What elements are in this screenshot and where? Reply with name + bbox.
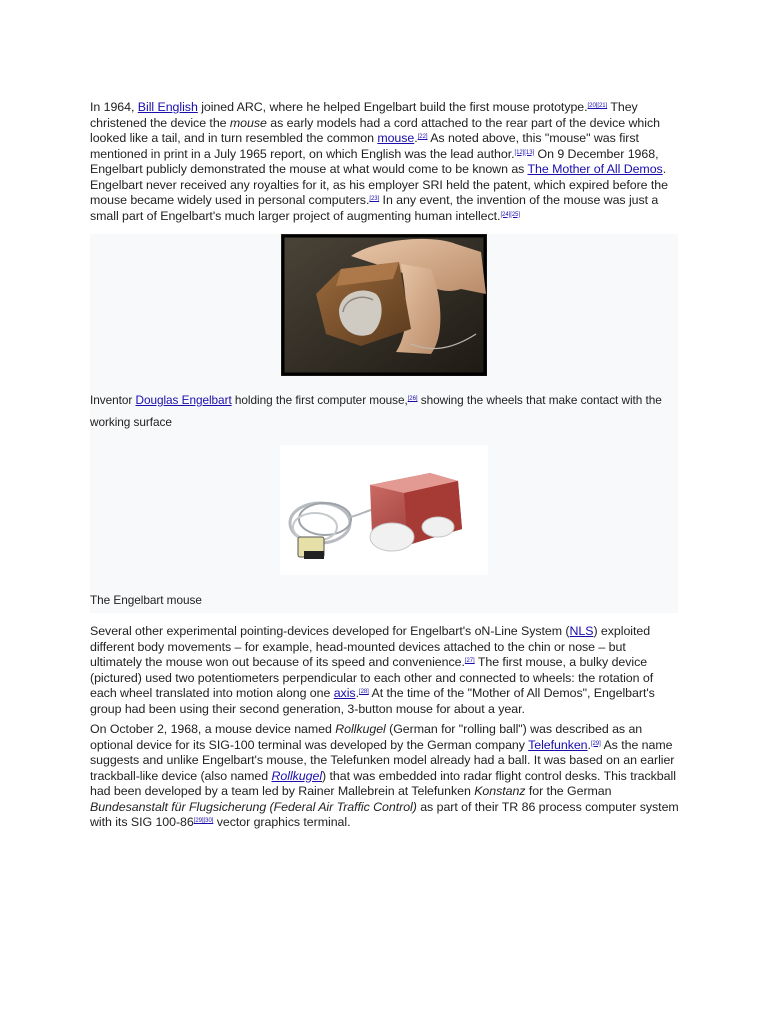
text: as early models had a cord attached to the rear part of the device which looked like a tail, and in turn resembled the common xyxy=(90,115,660,145)
link-nls[interactable]: NLS xyxy=(569,624,594,638)
link-mouse[interactable]: mouse xyxy=(377,131,415,145)
text: . Engelbart never received any royalties for it, as his employer SRI held the patent, which expired before the mouse became widely used in personal computers. xyxy=(90,162,668,207)
text: On 9 December 1968, Engelbart publicly demonstrated the mouse at what would come to be known as xyxy=(90,146,659,176)
citation-ref[interactable]: [23] xyxy=(369,196,380,202)
figure2-caption: The Engelbart mouse xyxy=(90,593,202,607)
text: ) that was embedded into radar flight control desks. This trackball had been developed by a team led by Rainer Mallebrein at Telefunken xyxy=(90,768,676,798)
mouse-italic: mouse xyxy=(229,115,267,130)
text: As the name suggests and unlike Engelbart's mouse, the Telefunken model already had a ball. It was based on an earlier trackball-like device (also named xyxy=(90,737,675,783)
text: Several other experimental pointing-devices developed for Engelbart's oN-Line System ( xyxy=(90,624,570,638)
citation-ref[interactable]: [20][21] xyxy=(587,103,608,109)
paragraph-rollkugel: On October 2, 1968, a mouse device named Rollkugel (German for "rolling ball") was described as an optional device for its SIG-100 terminal was developed by the German company Telefunken.[29] As the name suggests and unlike Engelbart's mouse, the Telefunken model already had a ball. It was based on an earlier trackball-like device (also named Rollkugel) that was embedded into radar flight control desks. This trackball had been developed by a team led by Rainer Mallebrein at Telefunken Konstanz for the German Bundesanstalt für Flugsicherung (Federal Air Traffic Control) as part of their TR 86 process computer system with its SIG 100-86[29][30] vector graphics terminal. xyxy=(90,722,679,829)
text: In 1964, xyxy=(90,100,138,114)
engelbart-mouse-image xyxy=(280,445,488,575)
text: On October 2, 1968, a mouse device named xyxy=(90,722,336,736)
text: (German for "rolling ball") was described as an optional device for its SIG-100 terminal was developed by the German company xyxy=(90,722,643,752)
link-axis[interactable]: axis xyxy=(333,686,356,700)
link-douglas-engelbart[interactable]: Douglas Engelbart xyxy=(135,393,232,407)
citation-ref[interactable]: [26] xyxy=(407,396,418,402)
text: for the German xyxy=(525,784,612,798)
text: joined ARC, where he helped Engelbart build the first mouse prototype. xyxy=(197,100,588,114)
citation-ref[interactable]: [27] xyxy=(464,658,475,664)
konstanz-italic: Konstanz xyxy=(474,784,526,798)
citation-ref[interactable]: [12][13] xyxy=(514,149,535,156)
text: as part of their TR 86 process computer system with its SIG 100-86 xyxy=(90,799,679,829)
citation-ref[interactable]: [29][30] xyxy=(193,818,214,824)
rollkugel-italic: Rollkugel xyxy=(335,722,386,736)
link-rollkugel[interactable] xyxy=(272,769,323,783)
link-mother-of-all-demos[interactable]: The Mother of All Demos xyxy=(527,162,663,176)
text: ) exploited different body movements – for example, head-mounted devices attached to the chin or nose – but ultimately the mouse won out because of its speed and convenience. xyxy=(90,624,651,669)
paragraph-engelbart-prototype: In 1964, Bill English joined ARC, where he helped Engelbart build the first mouse prototype.[20][21] They christened the device the mouse as early models had a cord attached to the rear part of the device which looked like a tail, and in turn resembled the common mouse.[22] As noted above, this "mouse" was first mentioned in print in a July 1965 report, on which English was the lead author.[12][13] On 9 December 1968, Engelbart publicly demonstrated the mouse at what would come to be known as The Mother of All Demos. Engelbart never received any royalties for it, as his employer SRI held the patent, which expired before the mouse became widely used in personal computers.[23] In any event, the invention of the mouse was just a small part of Engelbart's much larger project of augmenting human intellect.[24][25] xyxy=(90,100,668,223)
citation-ref[interactable]: [22] xyxy=(417,134,428,140)
text: In any event, the invention of the mouse was just a small part of Engelbart's much larger project of augmenting human intellect. xyxy=(90,193,659,223)
text: The first mouse, a bulky device (pictured) used two potentiometers perpendicular to each other and connected to wheels: the rotation of each wheel translated into motion along one xyxy=(90,655,654,700)
text: As noted above, this "mouse" was first mentioned in print in a July 1965 report, on which English was the lead author. xyxy=(90,131,639,161)
paragraph-experimental-devices: Several other experimental pointing-devices developed for Engelbart's oN-Line System (NLS) exploited different body movements – for example, head-mounted devices attached to the chin or nose – but ultimately the mouse won out because of its speed and convenience.[27] The first mouse, a bulky device (pictured) used two potentiometers perpendicular to each other and connected to wheels: the rotation of each wheel translated into motion along one axis.[28] At the time of the "Mother of All Demos", Engelbart's group had been using their second generation, 3-button mouse for about a year. xyxy=(90,624,655,716)
rollkugel-link-italic: Rollkugel xyxy=(271,768,323,783)
citation-ref[interactable]: [29] xyxy=(590,740,601,747)
text: showing the wheels that make contact with the working surface xyxy=(90,393,662,429)
link-bill-english[interactable]: Bill English xyxy=(137,100,198,114)
citation-ref[interactable]: [28] xyxy=(358,689,369,695)
citation-ref[interactable]: [24][25] xyxy=(500,211,521,218)
text: vector graphics terminal. xyxy=(213,815,351,829)
text: They christened the device the xyxy=(90,100,638,130)
engelbart-holding-mouse-image xyxy=(281,234,487,376)
text: holding the first computer mouse, xyxy=(231,393,408,407)
text: Inventor xyxy=(90,393,136,407)
text: At the time of the "Mother of All Demos", Engelbart's group had been using their second generation, 3-button mouse for about a year. xyxy=(90,686,655,716)
article-body xyxy=(90,100,680,831)
link-telefunken[interactable]: Telefunken xyxy=(528,737,588,752)
figure-block xyxy=(90,234,678,613)
bfs-italic: Bundesanstalt für Flugsicherung (Federal Air Traffic Control) xyxy=(90,799,417,814)
figure1-caption xyxy=(90,389,678,445)
